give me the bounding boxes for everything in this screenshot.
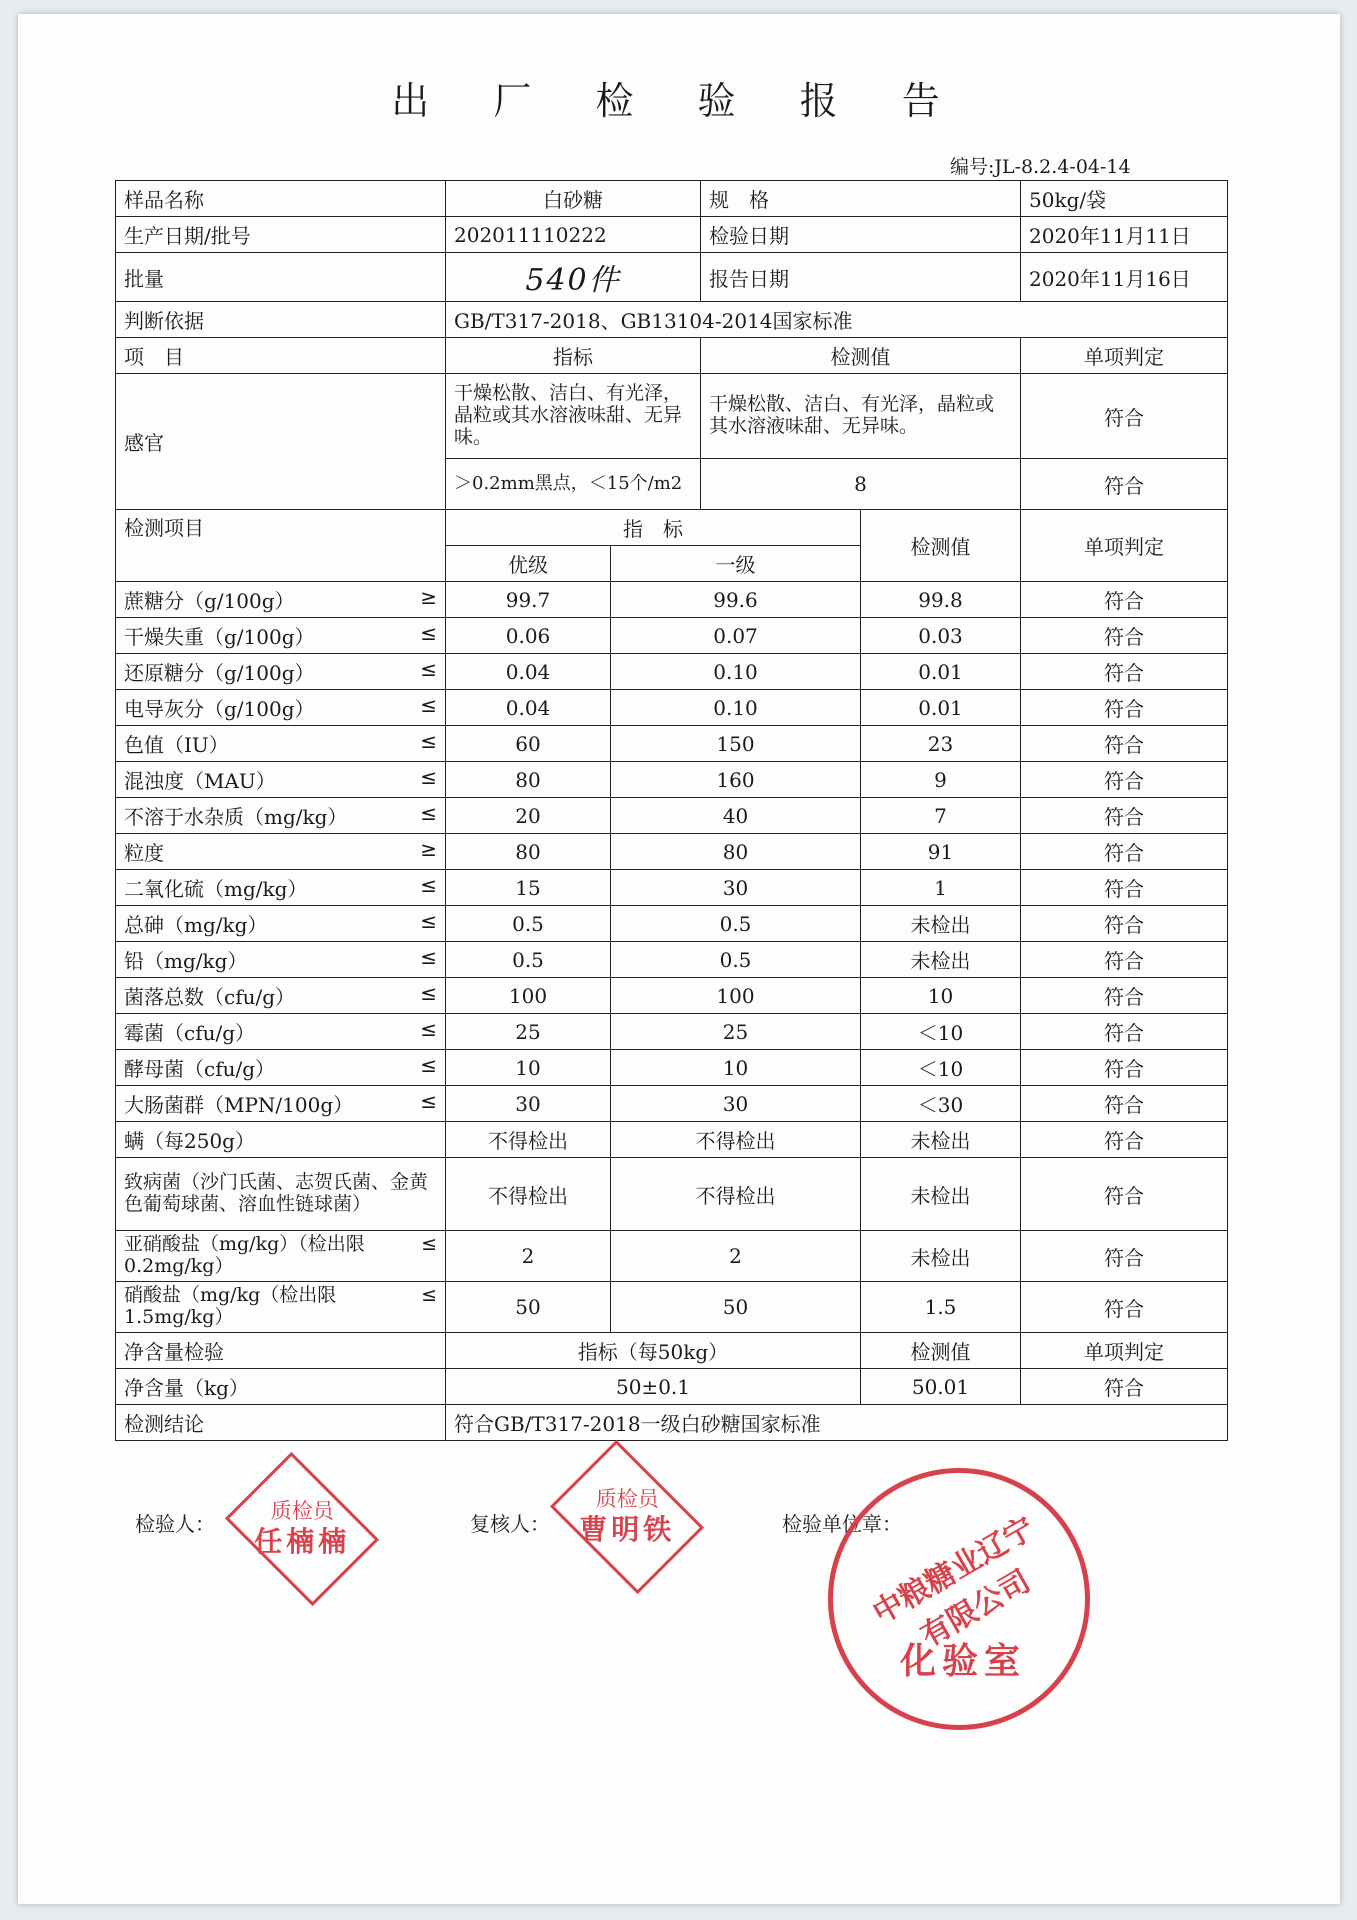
tests-col-grade2: 一级 (611, 546, 861, 582)
test-item-name (116, 1086, 446, 1122)
document-code: 编号:JL-8.2.4-04-14 (950, 156, 1131, 178)
report-date-value: 2020年11月16日 (1021, 253, 1228, 302)
table-row (116, 690, 1228, 726)
comparison-symbol: ≤ (421, 1233, 437, 1256)
judgement: 符合 (1021, 762, 1228, 798)
grade1-value: 25 (446, 1014, 611, 1050)
net-header-row (116, 1333, 1228, 1369)
judgement: 符合 (1021, 690, 1228, 726)
measured-value: 未检出 (861, 1158, 1021, 1231)
grade2-value: 10 (611, 1050, 861, 1086)
test-item-name (116, 1014, 446, 1050)
grade1-value: 0.04 (446, 690, 611, 726)
test-item-label: 螨（每250g） (124, 1129, 255, 1153)
header-row-date (116, 217, 1228, 253)
test-item-label: 大肠菌群（MPN/100g） (124, 1093, 354, 1117)
sensory-col-item: 项 目 (116, 338, 446, 374)
check-date-label: 检验日期 (701, 217, 1021, 253)
measured-value: 7 (861, 798, 1021, 834)
judgement: 符合 (1021, 834, 1228, 870)
test-item-label: 二氧化硫（mg/kg） (124, 877, 308, 901)
test-item-label: 硝酸盐（mg/kg（检出限1.5mg/kg） (124, 1284, 337, 1328)
test-item-name (116, 618, 446, 654)
grade1-value: 80 (446, 762, 611, 798)
test-item-label: 铅（mg/kg） (124, 949, 248, 973)
table-row (116, 798, 1228, 834)
grade1-value: 0.5 (446, 942, 611, 978)
table-row (116, 906, 1228, 942)
grade1-value: 99.7 (446, 582, 611, 618)
comparison-symbol: ≤ (420, 765, 437, 789)
report-title: 出 厂 检 验 报 告 (391, 79, 966, 123)
table-row (116, 1050, 1228, 1086)
measured-value: 99.8 (861, 582, 1021, 618)
tests-col-measured: 检测值 (861, 510, 1021, 582)
basis-value: GB/T317-2018、GB13104-2014国家标准 (446, 302, 1228, 338)
grade2-value: 0.10 (611, 654, 861, 690)
grade2-value: 30 (611, 870, 861, 906)
comparison-symbol: ≤ (420, 909, 437, 933)
test-item-label: 菌落总数（cfu/g） (124, 985, 296, 1009)
table-row (116, 870, 1228, 906)
grade2-value: 40 (611, 798, 861, 834)
table-row (116, 1158, 1228, 1231)
sensory-col-index: 指标 (446, 338, 701, 374)
table-row (116, 1086, 1228, 1122)
test-item-label: 不溶于水杂质（mg/kg） (124, 805, 348, 829)
company-seal (828, 1468, 1090, 1730)
grade2-value: 50 (611, 1282, 861, 1333)
judgement: 符合 (1021, 582, 1228, 618)
judgement: 符合 (1021, 1050, 1228, 1086)
grade2-value: 不得检出 (611, 1158, 861, 1231)
measured-value: ＜10 (861, 1014, 1021, 1050)
test-item-name (116, 798, 446, 834)
measured-value: 未检出 (861, 942, 1021, 978)
grade2-value: 100 (611, 978, 861, 1014)
judgement: 符合 (1021, 1158, 1228, 1231)
grade1-value: 0.06 (446, 618, 611, 654)
net-col-index: 指标（每50kg） (446, 1333, 861, 1369)
date-label: 生产日期/批号 (116, 217, 446, 253)
judgement: 符合 (1021, 1231, 1228, 1282)
net-col-measured: 检测值 (861, 1333, 1021, 1369)
measured-value: 0.01 (861, 690, 1021, 726)
measured-value: 1.5 (861, 1282, 1021, 1333)
date-value: 202011110222 (446, 217, 701, 253)
sensory-row-1 (116, 374, 1228, 459)
spec-label: 规 格 (701, 181, 1021, 217)
basis-label: 判断依据 (116, 302, 446, 338)
measured-value: 23 (861, 726, 1021, 762)
judgement: 符合 (1021, 1282, 1228, 1333)
sensory-header-row (116, 338, 1228, 374)
comparison-symbol: ≤ (421, 1284, 437, 1307)
spec-value: 50kg/袋 (1021, 181, 1228, 217)
test-item-name (116, 834, 446, 870)
net-label: 净含量检验 (116, 1333, 446, 1369)
comparison-symbol: ≤ (420, 657, 437, 681)
conclusion-row (116, 1405, 1228, 1441)
test-rows (116, 582, 1228, 1333)
measured-value: 未检出 (861, 1231, 1021, 1282)
table-row (116, 978, 1228, 1014)
batch-value-handwritten: 540件 (446, 253, 701, 302)
measured-value: 未检出 (861, 1122, 1021, 1158)
test-item-label: 干燥失重（g/100g） (124, 625, 315, 649)
measured-value: 91 (861, 834, 1021, 870)
test-item-name (116, 1122, 446, 1158)
check-date-value: 2020年11月11日 (1021, 217, 1228, 253)
grade1-value: 80 (446, 834, 611, 870)
comparison-symbol: ≤ (420, 729, 437, 753)
test-item-label: 亚硝酸盐（mg/kg）（检出限0.2mg/kg） (124, 1233, 365, 1277)
grade2-value: 不得检出 (611, 1122, 861, 1158)
sensory-judge-1: 符合 (1021, 374, 1228, 459)
comparison-symbol: ≤ (420, 801, 437, 825)
inspector-stamp-title: 质检员 (270, 1499, 334, 1524)
judgement: 符合 (1021, 654, 1228, 690)
comparison-symbol: ≤ (420, 873, 437, 897)
grade2-value: 80 (611, 834, 861, 870)
comparison-symbol: ≥ (420, 837, 437, 861)
inspector-label: 检验人： (135, 1512, 215, 1536)
measured-value: 未检出 (861, 906, 1021, 942)
comparison-symbol: ≤ (420, 1089, 437, 1113)
grade2-value: 0.5 (611, 906, 861, 942)
judgement: 符合 (1021, 726, 1228, 762)
grade2-value: 150 (611, 726, 861, 762)
test-item-label: 蔗糖分（g/100g） (124, 589, 295, 613)
net-col-judge: 单项判定 (1021, 1333, 1228, 1369)
judgement: 符合 (1021, 1086, 1228, 1122)
test-item-name (116, 1050, 446, 1086)
judgement: 符合 (1021, 1122, 1228, 1158)
grade1-value: 0.04 (446, 654, 611, 690)
net-index: 50±0.1 (446, 1369, 861, 1405)
measured-value: 9 (861, 762, 1021, 798)
header-row-sample (116, 181, 1228, 217)
report-date-label: 报告日期 (701, 253, 1021, 302)
comparison-symbol: ≤ (420, 945, 437, 969)
grade2-value: 0.10 (611, 690, 861, 726)
grade1-value: 2 (446, 1231, 611, 1282)
table-row (116, 1122, 1228, 1158)
sample-value: 白砂糖 (446, 181, 701, 217)
inspection-table (115, 180, 1228, 1441)
grade1-value: 60 (446, 726, 611, 762)
reviewer-stamp-name: 曹明铁 (578, 1513, 676, 1547)
test-item-name (116, 582, 446, 618)
conclusion-value: 符合GB/T317-2018一级白砂糖国家标准 (446, 1405, 1228, 1441)
test-item-label: 致病菌（沙门氏菌、志贺氏菌、金黄色葡萄球菌、溶血性链球菌） (124, 1171, 429, 1215)
batch-label: 批量 (116, 253, 446, 302)
table-row (116, 1231, 1228, 1282)
judgement: 符合 (1021, 798, 1228, 834)
reviewer-label: 复核人： (470, 1512, 550, 1536)
tests-col-item: 检测项目 (116, 510, 446, 582)
header-row-basis (116, 302, 1228, 338)
test-item-label: 还原糖分（g/100g） (124, 661, 315, 685)
grade1-value: 10 (446, 1050, 611, 1086)
judgement: 符合 (1021, 1014, 1228, 1050)
inspector-stamp-name: 任楠楠 (253, 1525, 351, 1559)
judgement: 符合 (1021, 942, 1228, 978)
conclusion-label: 检测结论 (116, 1405, 446, 1441)
grade2-value: 25 (611, 1014, 861, 1050)
measured-value: 10 (861, 978, 1021, 1014)
table-row (116, 762, 1228, 798)
grade2-value: 160 (611, 762, 861, 798)
table-row (116, 834, 1228, 870)
comparison-symbol: ≤ (420, 1017, 437, 1041)
test-item-name (116, 726, 446, 762)
comparison-symbol: ≤ (420, 693, 437, 717)
measured-value: ＜30 (861, 1086, 1021, 1122)
sensory-index-1: 干燥松散、洁白、有光泽，晶粒或其水溶液味甜、无异味。 (446, 374, 701, 459)
tests-header-row-1 (116, 510, 1228, 546)
measured-value: 0.03 (861, 618, 1021, 654)
test-item-label: 酵母菌（cfu/g） (124, 1057, 276, 1081)
measured-value: 0.01 (861, 654, 1021, 690)
grade1-value: 15 (446, 870, 611, 906)
test-item-name (116, 1282, 446, 1333)
measured-value: 1 (861, 870, 1021, 906)
table-row (116, 1014, 1228, 1050)
grade2-value: 2 (611, 1231, 861, 1282)
unit-label: 检验单位章： (782, 1512, 902, 1536)
tests-col-grade1: 优级 (446, 546, 611, 582)
grade1-value: 100 (446, 978, 611, 1014)
grade2-value: 99.6 (611, 582, 861, 618)
table-row (116, 582, 1228, 618)
test-item-name (116, 906, 446, 942)
test-item-name (116, 690, 446, 726)
test-item-name (116, 1158, 446, 1231)
sensory-measured-1: 干燥松散、洁白、有光泽，晶粒或其水溶液味甜、无异味。 (701, 374, 1021, 459)
net-measured: 50.01 (861, 1369, 1021, 1405)
measured-value: ＜10 (861, 1050, 1021, 1086)
header-row-batch (116, 253, 1228, 302)
judgement: 符合 (1021, 870, 1228, 906)
sample-label: 样品名称 (116, 181, 446, 217)
comparison-symbol: ≤ (420, 621, 437, 645)
net-judge: 符合 (1021, 1369, 1228, 1405)
grade1-value: 不得检出 (446, 1158, 611, 1231)
test-item-name (116, 654, 446, 690)
test-item-name (116, 1231, 446, 1282)
company-seal-lab: 化验室 (899, 1641, 1026, 1682)
table-row (116, 1282, 1228, 1333)
sensory-item: 感官 (116, 374, 446, 510)
comparison-symbol: ≤ (420, 981, 437, 1005)
test-item-label: 色值（IU） (124, 733, 229, 757)
grade1-value: 30 (446, 1086, 611, 1122)
table-row (116, 654, 1228, 690)
comparison-symbol: ≤ (420, 1053, 437, 1077)
comparison-symbol: ≥ (420, 585, 437, 609)
grade2-value: 30 (611, 1086, 861, 1122)
test-item-label: 电导灰分（g/100g） (124, 697, 315, 721)
grade1-value: 50 (446, 1282, 611, 1333)
tests-col-judge: 单项判定 (1021, 510, 1228, 582)
table-row (116, 618, 1228, 654)
judgement: 符合 (1021, 978, 1228, 1014)
test-item-label: 混浊度（MAU） (124, 769, 276, 793)
test-item-label: 霉菌（cfu/g） (124, 1021, 256, 1045)
grade1-value: 0.5 (446, 906, 611, 942)
net-item: 净含量（kg） (116, 1369, 446, 1405)
sensory-measured-2: 8 (701, 459, 1021, 510)
grade1-value: 不得检出 (446, 1122, 611, 1158)
table-row (116, 942, 1228, 978)
sensory-judge-2: 符合 (1021, 459, 1228, 510)
grade1-value: 20 (446, 798, 611, 834)
table-row (116, 726, 1228, 762)
test-item-name (116, 762, 446, 798)
test-item-label: 粒度 (124, 841, 164, 865)
test-item-label: 总砷（mg/kg） (124, 913, 268, 937)
net-row (116, 1369, 1228, 1405)
tests-col-index: 指 标 (446, 510, 861, 546)
sensory-col-measured: 检测值 (701, 338, 1021, 374)
judgement: 符合 (1021, 618, 1228, 654)
company-seal-org: 中粮糖业辽宁有限公司 (867, 1510, 1041, 1655)
test-item-name (116, 978, 446, 1014)
reviewer-stamp-title: 质检员 (595, 1487, 659, 1512)
grade2-value: 0.07 (611, 618, 861, 654)
test-item-name (116, 942, 446, 978)
sensory-index-2: ＞0.2mm黑点，＜15个/m2 (446, 459, 701, 510)
judgement: 符合 (1021, 906, 1228, 942)
grade2-value: 0.5 (611, 942, 861, 978)
sensory-col-judge: 单项判定 (1021, 338, 1228, 374)
test-item-name (116, 870, 446, 906)
